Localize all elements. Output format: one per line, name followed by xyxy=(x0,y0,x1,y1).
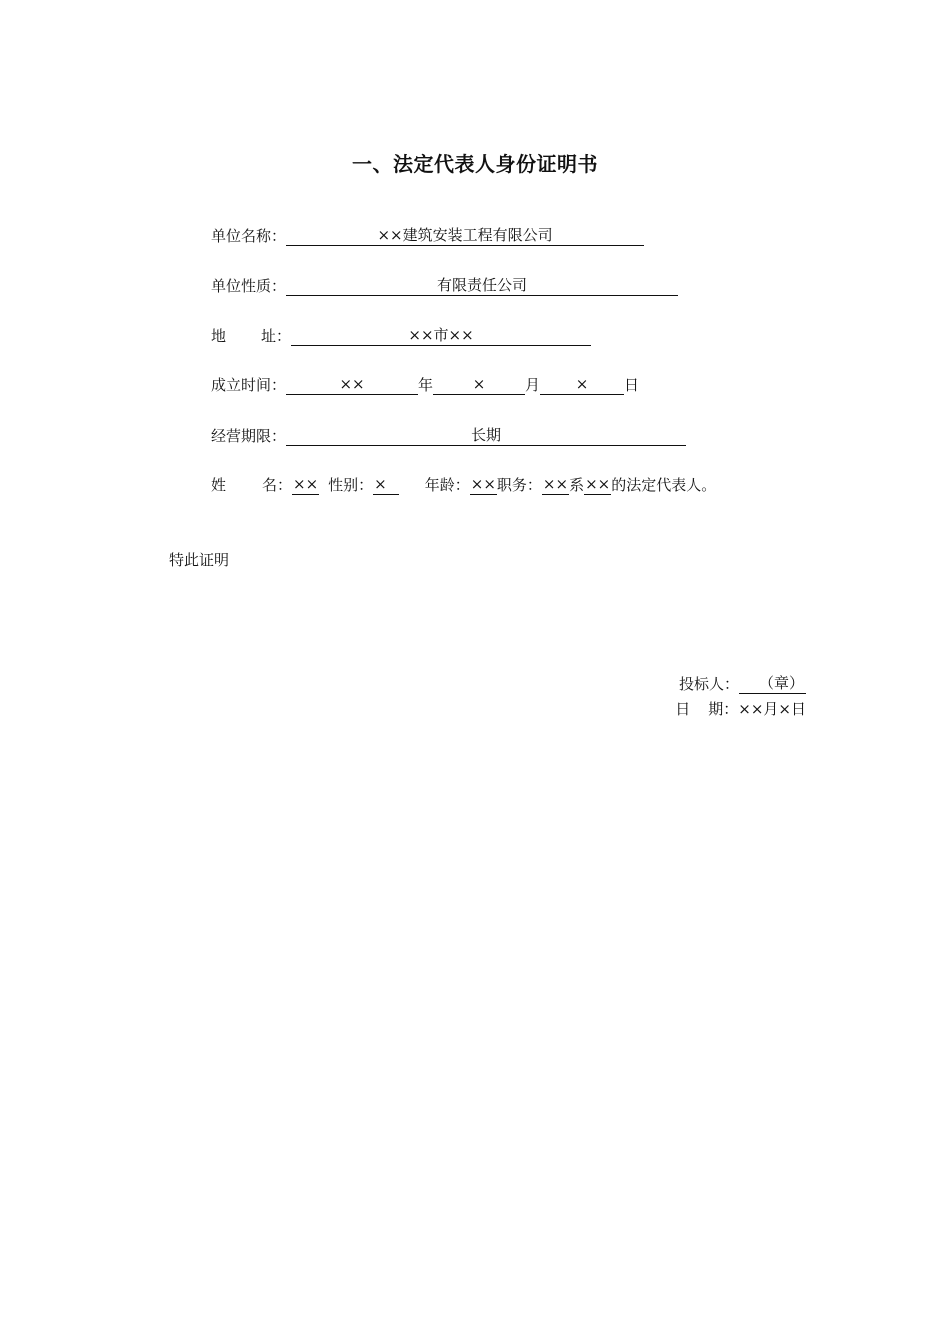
date-row xyxy=(675,697,806,721)
day-unit: 日 xyxy=(624,376,640,394)
name-label-char-1: 姓 xyxy=(211,476,227,494)
month-unit: 月 xyxy=(525,376,541,394)
address-row xyxy=(211,324,591,348)
address-label-char-1: 地 xyxy=(211,327,227,345)
address-label-char-2: 址： xyxy=(261,327,292,345)
established-month-field[interactable]: × xyxy=(433,373,525,395)
connector-text: 系 xyxy=(569,476,585,494)
name-label-char-2: 名： xyxy=(262,476,293,494)
established-label: 成立时间： xyxy=(211,376,287,394)
address-field[interactable]: ××市×× xyxy=(291,324,591,346)
representative-suffix: 的法定代表人。 xyxy=(611,476,717,494)
closing-text: 特此证明 xyxy=(169,551,230,569)
bidder-seal-field[interactable]: （章） xyxy=(739,672,806,694)
bidder-row xyxy=(679,672,806,696)
gender-label: 性别： xyxy=(328,476,374,494)
date-label-char-2: 期： xyxy=(708,700,739,718)
date-value: ××月×日 xyxy=(738,700,806,718)
term-row xyxy=(211,424,686,448)
person-name-field[interactable]: ×× xyxy=(293,475,319,493)
age-field[interactable]: ×× xyxy=(470,475,496,493)
established-row xyxy=(211,373,639,397)
established-day-field[interactable]: × xyxy=(540,373,624,395)
unit-nature-row xyxy=(211,274,678,298)
unit-name-label: 单位名称： xyxy=(211,227,287,245)
position-label: 职务： xyxy=(496,476,542,494)
document-title: 一、法定代表人身份证明书 xyxy=(352,152,598,176)
term-field[interactable]: 长期 xyxy=(286,424,686,446)
date-label-char-1: 日 xyxy=(675,700,691,718)
person-row xyxy=(211,473,716,497)
position-field[interactable]: ×× xyxy=(542,475,569,493)
unit-name-field[interactable]: ××建筑安装工程有限公司 xyxy=(286,224,644,246)
unit-nature-label: 单位性质： xyxy=(211,277,287,295)
gender-field[interactable]: × xyxy=(373,473,399,495)
company-field[interactable]: ×× xyxy=(585,475,611,493)
age-label: 年龄： xyxy=(424,476,470,494)
established-year-field[interactable]: ×× xyxy=(286,373,418,395)
unit-name-row xyxy=(211,224,644,248)
term-label: 经营期限： xyxy=(211,427,287,445)
year-unit: 年 xyxy=(418,376,434,394)
unit-nature-field[interactable]: 有限责任公司 xyxy=(286,274,678,296)
bidder-label: 投标人： xyxy=(678,675,739,693)
